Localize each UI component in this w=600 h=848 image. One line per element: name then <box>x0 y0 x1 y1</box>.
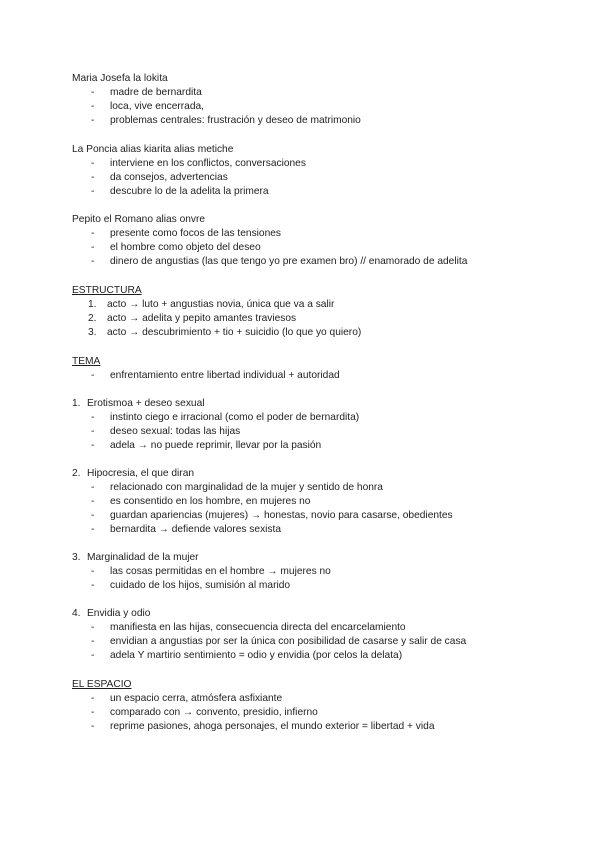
list-item: - relacionado con marginalidad de la mujer y sentido de honra <box>91 482 383 493</box>
list-item: - bernardita → defiende valores sexista <box>91 524 282 535</box>
list-item: 1. acto → luto + angustias novia, única que va a salir <box>88 299 335 310</box>
theme-title: 2. Hipocresia, el que diran <box>72 468 195 479</box>
list-item: - presente como focos de las tensiones <box>91 228 282 239</box>
list-item: - cuidado de los hijos, sumisión al marido <box>91 580 291 591</box>
list-item: - adela Y martirio sentimiento = odio y envidia (por celos la delata) <box>91 650 403 661</box>
list-item: - descubre lo de la adelita la primera <box>91 186 269 197</box>
list-item: - problemas centrales: frustración y deseo de matrimonio <box>91 115 361 126</box>
list-item: - loca, vive encerrada, <box>91 101 205 112</box>
character-title: Pepito el Romano alias onvre <box>72 214 206 225</box>
list-item: - guardan apariencias (mujeres) → honestas, novio para casarse, obedientes <box>91 510 453 521</box>
character-title: La Poncia alias kiarita alias metiche <box>72 144 234 155</box>
theme-title: 4. Envidia y odio <box>72 608 151 619</box>
list-item: 3. acto → descubrimiento + tio + suicidio (lo que yo quiero) <box>88 327 362 338</box>
list-item: - un espacio cerra, atmósfera asfixiante <box>91 693 283 704</box>
list-item: - envidian a angustias por ser la única con posibilidad de casarse y salir de casa <box>91 636 467 647</box>
section-heading-tema: TEMA <box>72 356 101 367</box>
list-item: - comparado con → convento, presidio, infierno <box>91 707 318 718</box>
list-item: - enfrentamiento entre libertad individual + autoridad <box>91 370 340 381</box>
theme-title: 3. Marginalidad de la mujer <box>72 552 199 563</box>
list-item: - reprime pasiones, ahoga personajes, el mundo exterior = libertad + vida <box>91 721 435 732</box>
list-item: - las cosas permitidas en el hombre → mujeres no <box>91 566 331 577</box>
list-item: - madre de bernardita <box>91 87 202 98</box>
list-item: 2. acto → adelita y pepito amantes traviesos <box>88 313 297 324</box>
section-heading-estructura: ESTRUCTURA <box>72 285 142 296</box>
section-heading-espacio: EL ESPACIO <box>72 679 132 690</box>
list-item: - deseo sexual: todas las hijas <box>91 426 241 437</box>
list-item: - es consentido en los hombre, en mujeres no <box>91 496 311 507</box>
character-title: Maria Josefa la lokita <box>72 73 168 84</box>
list-item: - el hombre como objeto del deseo <box>91 242 261 253</box>
list-item: - manifiesta en las hijas, consecuencia directa del encarcelamiento <box>91 622 406 633</box>
list-item: - interviene en los conflictos, conversaciones <box>91 158 306 169</box>
theme-title: 1. Erotismoa + deseo sexual <box>72 398 205 409</box>
list-item: - da consejos, advertencias <box>91 172 228 183</box>
list-item: - adela → no puede reprimir, llevar por la pasión <box>91 440 322 451</box>
list-item: - instinto ciego e irracional (como el poder de bernardita) <box>91 412 360 423</box>
list-item: - dinero de angustias (las que tengo yo pre examen bro) // enamorado de adelita <box>91 256 468 267</box>
